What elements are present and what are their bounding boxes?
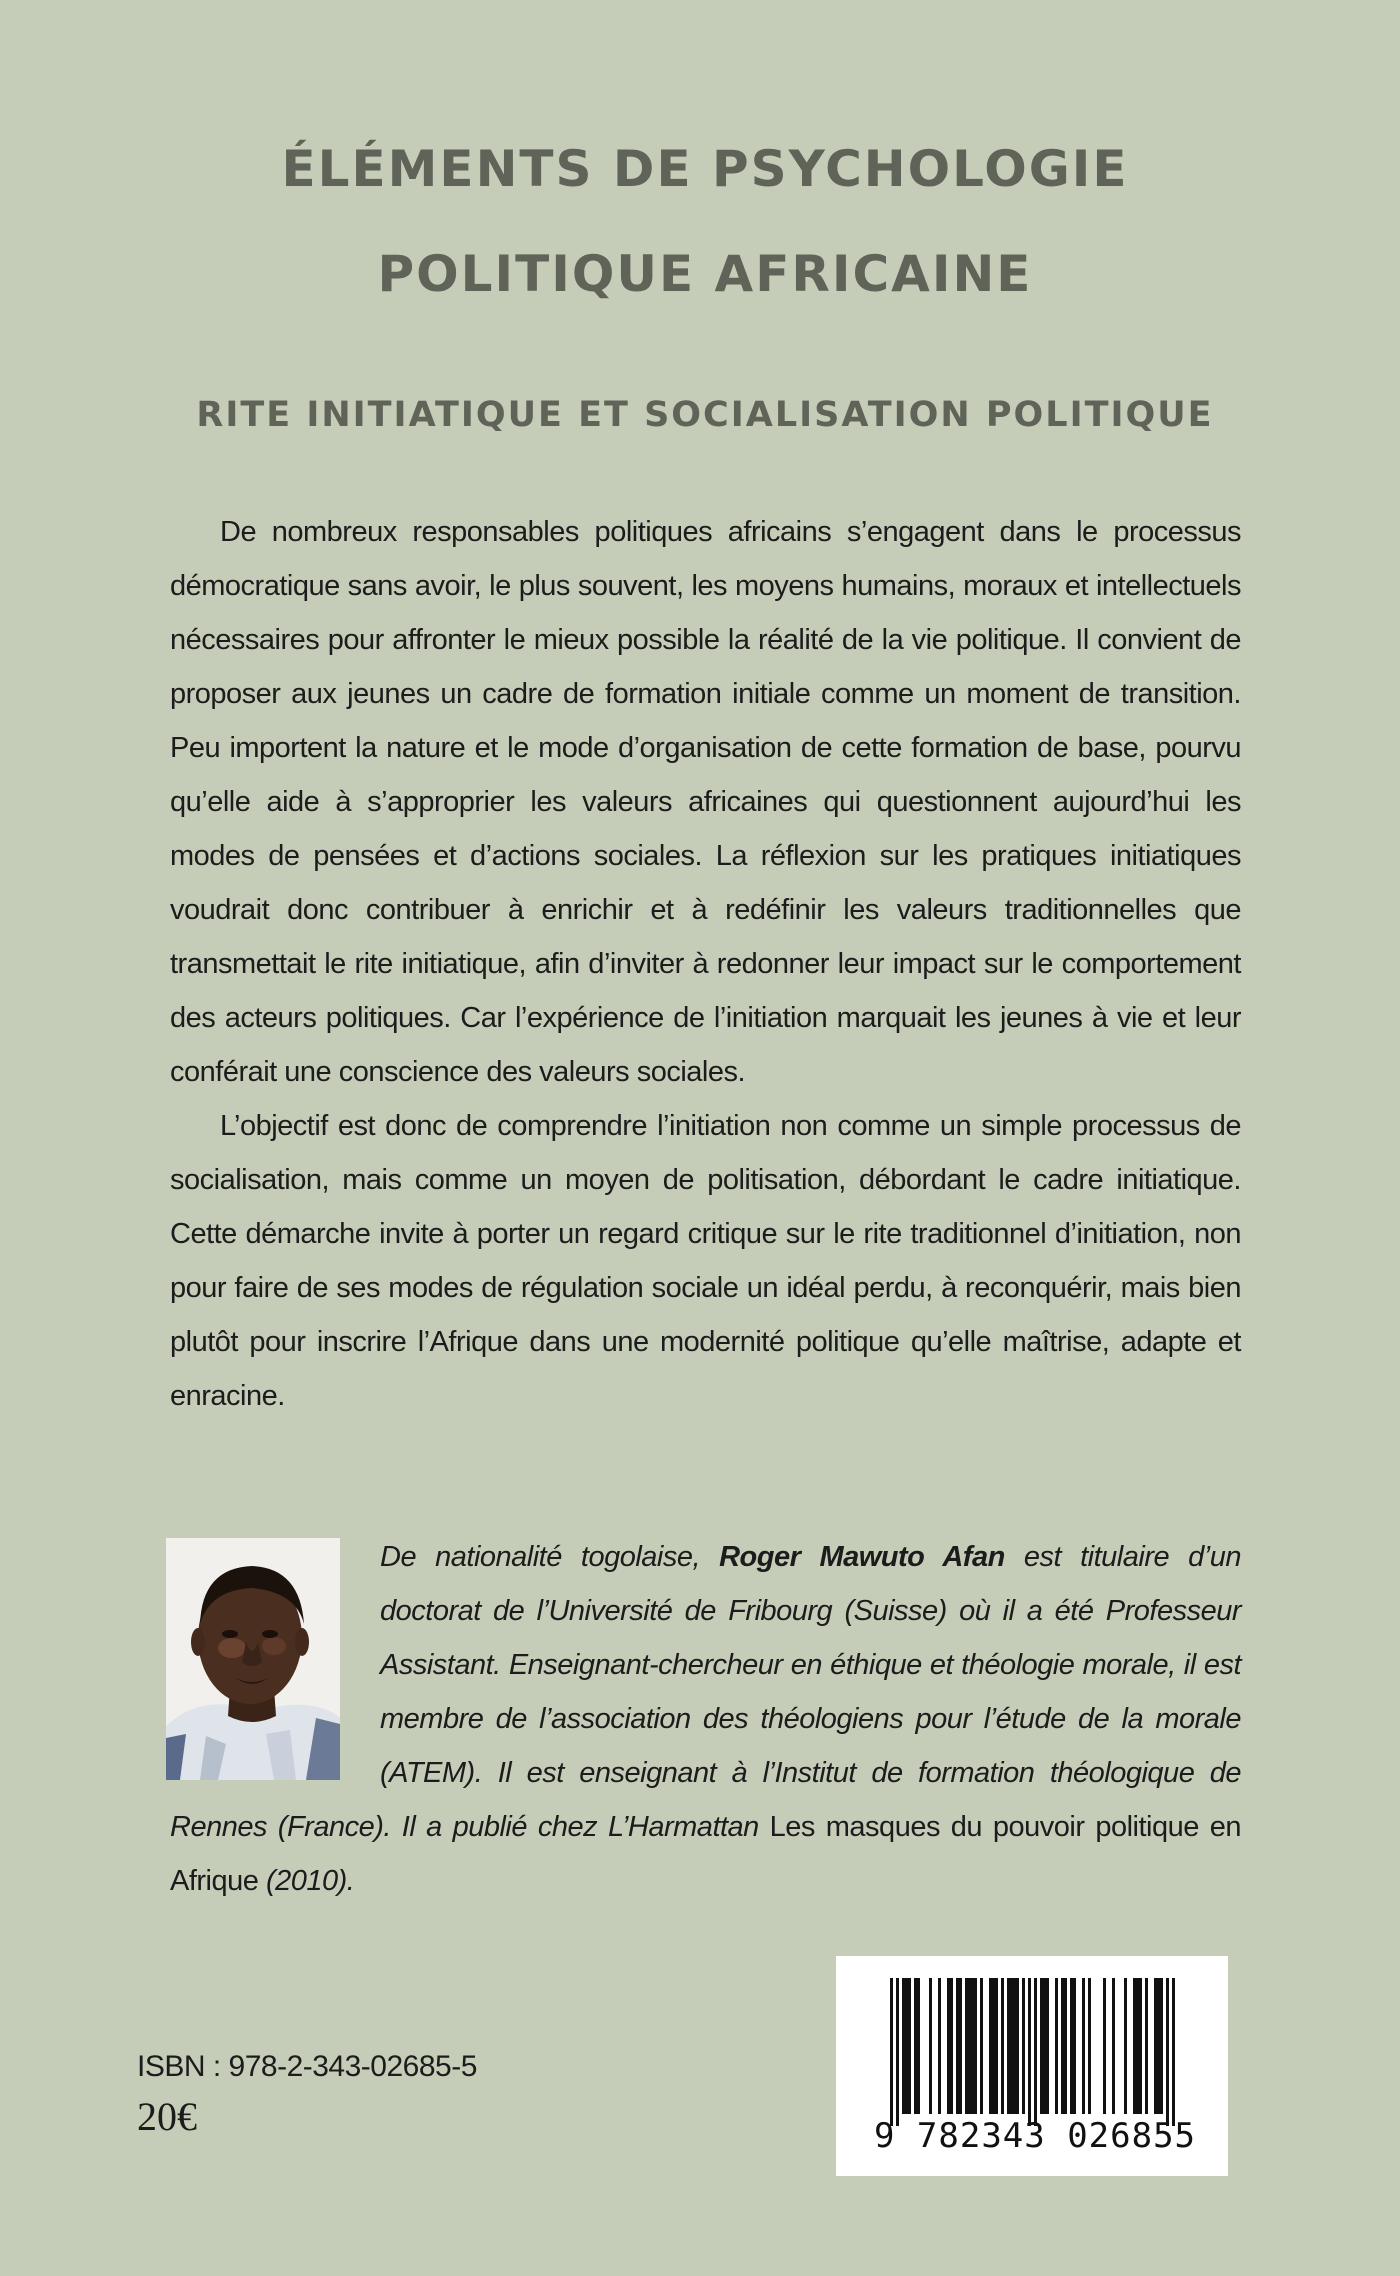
price-text: 20€: [137, 2094, 197, 2139]
barcode-bar: [1061, 1978, 1064, 2114]
barcode-bar: [1034, 1978, 1037, 2126]
title-line-2: POLITIQUE AFRICAINE: [377, 245, 1033, 303]
barcode-bar: [950, 1978, 953, 2114]
barcode-bar: [1040, 1978, 1043, 2114]
barcode-bar: [1172, 1978, 1175, 2126]
barcode-bar: [1007, 1978, 1010, 2114]
barcode-bar: [1103, 1978, 1106, 2114]
barcode-bar: [1112, 1978, 1115, 2114]
barcode-bar: [1139, 1978, 1142, 2114]
author-name: Roger Mawuto Afan: [719, 1541, 1005, 1573]
barcode-bar: [905, 1978, 908, 2114]
barcode-bar: [1016, 1978, 1019, 2114]
barcode-bar: [1166, 1978, 1169, 2126]
subtitle: RITE INITIATIQUE ET SOCIALISATION POLITIQUE: [196, 395, 1214, 435]
barcode-bar: [956, 1978, 959, 2114]
summary-paragraph-2: L’objectif est donc de comprendre l’initiation non comme un simple processus de socialisation, mais comme un moyen de politisation, débordant le cadre initiatique. Cette démarche invite à porter un regard critique sur le rite traditionnel d’initiation, non pour faire de ses modes de régulation sociale un idéal perdu, à reconquérir, mais bien plutôt pour inscrire l’Afrique dans une modernité politique qu’elle maîtrise, adapte et enracine.: [170, 1110, 1241, 1412]
book-year: (2010).: [265, 1865, 355, 1897]
barcode-bar: [914, 1978, 917, 2114]
barcode-box: [836, 1956, 1228, 2176]
barcode-bar: [1088, 1978, 1091, 2114]
book-title: Les masques du pouvoir politique en Afrique: [170, 1811, 1241, 1897]
barcode-bar: [1160, 1978, 1163, 2114]
barcode-bar: [1001, 1978, 1004, 2114]
barcode-bar: [1145, 1978, 1148, 2114]
barcode-bar: [896, 1978, 899, 2126]
summary-paragraph-1: De nombreux responsables politiques africains s’engagent dans le processus démocratique sans avoir, le plus souvent, les moyens humains, moraux et intellectuels nécessaires pour affronter le mieux possible la réalité de la vie politique. Il convient de proposer aux jeunes un cadre de formation initiale comme un moment de transition. Peu importent la nature et le mode d’organisation de cette formation de base, pourvu qu’elle aide à s’approprier les valeurs africaines qui questionnent aujourd’hui les modes de pensées et d’actions sociales. La réflexion sur les pratiques initiatiques voudrait donc contribuer à enrichir et à redéfinir les valeurs traditionnelles que transmettait le rite initiatique, afin d’inviter à redonner leur impact sur le comportement des acteurs politiques. Car l’expérience de l’initiation marquait les jeunes à vie et leur conférait une conscience des valeurs sociales.: [170, 516, 1241, 1088]
summary-text: [170, 505, 1241, 1423]
barcode-bar: [908, 1978, 911, 2114]
barcode-bar: [1022, 1978, 1025, 2114]
barcode-bar: [1124, 1978, 1127, 2114]
author-bio: [170, 1530, 1241, 1908]
author-bio-main: est titulaire d’un doctorat de l’Université de Fribourg (Suisse) où il a été Professeur Assistant. Enseignant-chercheur en éthique et théologie morale, il est membre de l’association des théologiens pour l’étude de la morale (ATEM). Il est enseignant à l’Institut de formation théologique de Rennes (France). Il a publié chez L’Harmattan: [170, 1541, 1241, 1843]
barcode-bar: [989, 1978, 992, 2114]
barcode-bar: [938, 1978, 941, 2114]
barcode-bar: [917, 1978, 920, 2114]
barcode-bar: [1046, 1978, 1049, 2114]
isbn-text: ISBN : 978-2-343-02685-5: [137, 2050, 477, 2083]
barcode-bars: [836, 1956, 1228, 2126]
barcode-bar: [971, 1978, 974, 2114]
barcode-bar: [974, 1978, 977, 2114]
author-bio-prefix: De nationalité togolaise,: [380, 1541, 701, 1573]
barcode-bar: [968, 1978, 971, 2114]
barcode-bar: [929, 1978, 932, 2114]
barcode-bar: [1136, 1978, 1139, 2114]
barcode-bar: [1064, 1978, 1067, 2114]
barcode-bar: [1013, 1978, 1016, 2114]
barcode-bar: [947, 1978, 950, 2114]
barcode-bar: [902, 1978, 905, 2114]
title-line-1: ÉLÉMENTS DE PSYCHOLOGIE: [281, 140, 1129, 198]
photo-spacer: [170, 1530, 380, 1790]
barcode-bar: [965, 1978, 968, 2114]
barcode-bar: [980, 1978, 983, 2114]
barcode-bar: [1010, 1978, 1013, 2114]
barcode-bar: [890, 1978, 893, 2126]
barcode-bar: [992, 1978, 995, 2114]
barcode-bar: [1070, 1978, 1073, 2114]
barcode-bar: [1073, 1978, 1076, 2114]
barcode-bar: [995, 1978, 998, 2114]
barcode-bar: [1055, 1978, 1058, 2114]
barcode-bar: [959, 1978, 962, 2114]
barcode-bar: [1157, 1978, 1160, 2114]
barcode-digits: 9 782343 026855: [873, 2116, 1197, 2156]
barcode-bar: [1043, 1978, 1046, 2114]
barcode-bar: [1154, 1978, 1157, 2114]
barcode-bar: [1082, 1978, 1085, 2114]
barcode-bar: [1028, 1978, 1031, 2126]
barcode-bar: [1133, 1978, 1136, 2114]
